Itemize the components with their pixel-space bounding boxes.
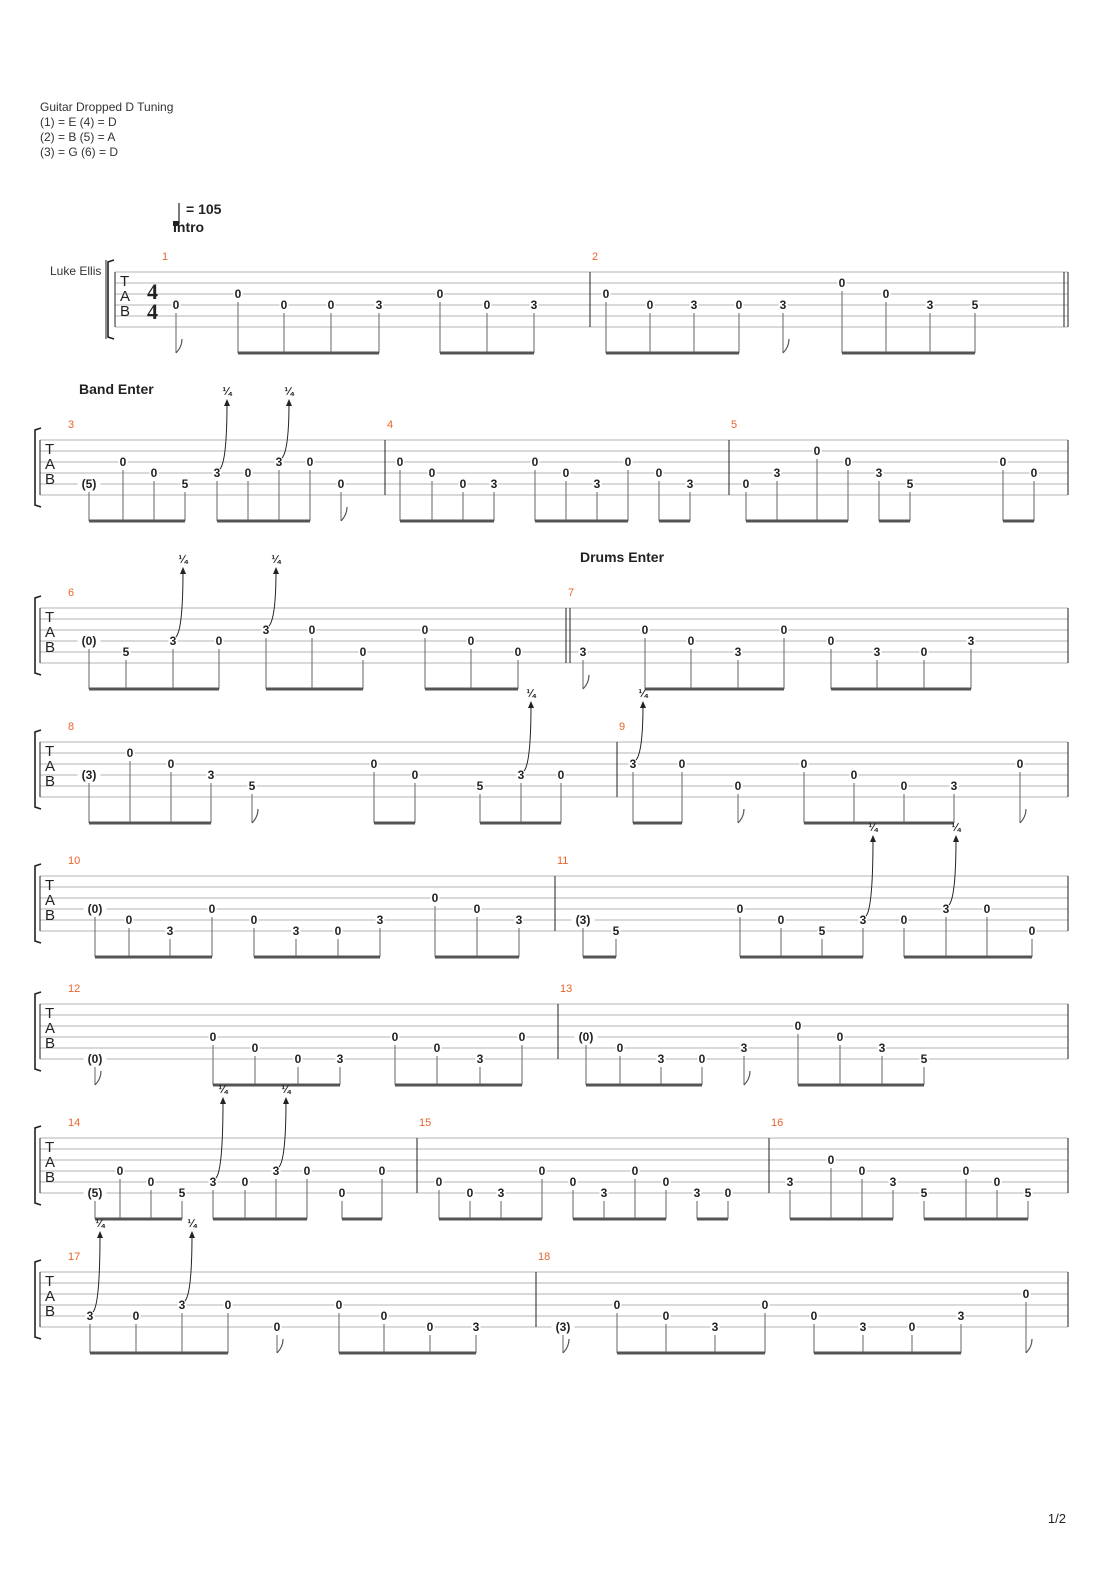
measure-number: 11 [557, 855, 569, 867]
fret-number: 5 [178, 1186, 186, 1200]
tab-clef-letter: T [45, 1139, 55, 1156]
fret-number: 0 [827, 634, 835, 648]
tab-clef-letter: A [45, 1154, 56, 1171]
tab-clef-letter: T [45, 877, 55, 894]
fret-number: 3 [693, 1186, 701, 1200]
bend-amount: ¼ [271, 554, 281, 566]
bend-arrow [220, 402, 227, 469]
fret-number: 0 [359, 645, 367, 659]
bend-amount: ¼ [526, 688, 536, 700]
note-flag [563, 1339, 569, 1353]
fret-number: 0 [208, 902, 216, 916]
fret-number: 0 [616, 1041, 624, 1055]
fret-number: 3 [262, 623, 270, 637]
fret-number: 0 [132, 1309, 140, 1323]
bend-arrow [949, 838, 956, 905]
tab-clef-letter: B [45, 907, 56, 924]
measure-number: 14 [68, 1117, 81, 1129]
fret-number: (5) [87, 1186, 103, 1200]
tab-clef-letter: A [45, 758, 56, 775]
fret-number: 3 [734, 645, 742, 659]
fret-number: 0 [250, 913, 258, 927]
bend-amount: ¼ [868, 822, 878, 834]
fret-number: 0 [126, 746, 134, 760]
tab-clef-letter: T [45, 1273, 55, 1290]
fret-number: 0 [1028, 924, 1036, 938]
note-flag [1020, 809, 1026, 823]
fret-number: 3 [213, 466, 221, 480]
fret-number: 3 [86, 1309, 94, 1323]
fret-number: 0 [391, 1030, 399, 1044]
fret-number: (3) [555, 1320, 571, 1334]
fret-number: 5 [248, 779, 256, 793]
fret-number: 0 [273, 1320, 281, 1334]
fret-number: 0 [687, 634, 695, 648]
bend-arrow-head [283, 1097, 289, 1104]
fret-number: (0) [87, 902, 103, 916]
measure-number: 2 [592, 251, 599, 263]
tab-clef-letter: T [120, 273, 130, 290]
bend-arrow [176, 570, 183, 637]
fret-number: 0 [999, 455, 1007, 469]
bend-arrow [185, 1234, 192, 1301]
measure-number: 3 [68, 419, 75, 431]
fret-number: 0 [116, 1164, 124, 1178]
fret-number: 0 [920, 645, 928, 659]
fret-number: 3 [178, 1298, 186, 1312]
bend-arrow-head [953, 835, 959, 842]
fret-number: 0 [306, 455, 314, 469]
fret-number: 0 [172, 298, 180, 312]
fret-number: 3 [629, 757, 637, 771]
fret-number: 5 [612, 924, 620, 938]
tab-system [35, 1218, 1068, 1353]
tab-clef-letter: B [45, 1169, 56, 1186]
fret-number: 3 [711, 1320, 719, 1334]
fret-number: 0 [800, 757, 808, 771]
fret-number: 3 [740, 1041, 748, 1055]
fret-number: 0 [698, 1052, 706, 1066]
fret-number: 3 [272, 1164, 280, 1178]
fret-number: 5 [971, 298, 979, 312]
note-flag [252, 809, 258, 823]
fret-number: 3 [967, 634, 975, 648]
fret-number: (3) [81, 768, 97, 782]
tab-system [106, 219, 1068, 353]
fret-number: 0 [724, 1186, 732, 1200]
fret-number: 0 [380, 1309, 388, 1323]
fret-number: 5 [122, 645, 130, 659]
measure-number: 5 [731, 419, 738, 431]
fret-number: 0 [557, 768, 565, 782]
fret-number: 3 [579, 645, 587, 659]
fret-number: 3 [593, 477, 601, 491]
tab-clef-letter: B [45, 773, 56, 790]
fret-number: 0 [735, 298, 743, 312]
note-flag [1026, 1339, 1032, 1353]
fret-number: 0 [150, 466, 158, 480]
fret-number: 0 [602, 287, 610, 301]
fret-number: 0 [473, 902, 481, 916]
fret-number: 0 [303, 1164, 311, 1178]
section-label: Intro [173, 219, 205, 235]
fret-number: 5 [920, 1186, 928, 1200]
fret-number: 0 [794, 1019, 802, 1033]
measure-number: 17 [68, 1251, 81, 1263]
fret-number: 0 [234, 287, 242, 301]
fret-number: 3 [957, 1309, 965, 1323]
fret-number: 0 [435, 1175, 443, 1189]
fret-number: 3 [690, 298, 698, 312]
measure-number: 9 [619, 721, 626, 733]
bend-arrow-head [189, 1231, 195, 1238]
fret-number: 0 [836, 1030, 844, 1044]
fret-number: 0 [562, 466, 570, 480]
fret-number: 3 [786, 1175, 794, 1189]
fret-number: 0 [736, 902, 744, 916]
bend-amount: ¼ [281, 1084, 291, 1096]
fret-number: 0 [983, 902, 991, 916]
fret-number: 0 [421, 623, 429, 637]
tab-clef-letter: A [45, 456, 56, 473]
fret-number: 0 [396, 455, 404, 469]
fret-number: 0 [838, 276, 846, 290]
bend-amount: ¼ [218, 1084, 228, 1096]
fret-number: 0 [327, 298, 335, 312]
fret-number: 3 [209, 1175, 217, 1189]
fret-number: 0 [678, 757, 686, 771]
bend-arrow [93, 1234, 100, 1312]
tab-system [35, 983, 1068, 1085]
fret-number: 0 [411, 768, 419, 782]
bend-amount: ¼ [187, 1218, 197, 1230]
fret-number: 0 [514, 645, 522, 659]
fret-number: 3 [878, 1041, 886, 1055]
fret-number: 5 [1024, 1186, 1032, 1200]
fret-number: 3 [686, 477, 694, 491]
fret-number: 0 [1022, 1287, 1030, 1301]
fret-number: 0 [850, 768, 858, 782]
fret-number: 3 [950, 779, 958, 793]
fret-number: 0 [378, 1164, 386, 1178]
fret-number: 5 [906, 477, 914, 491]
fret-number: 0 [119, 455, 127, 469]
fret-number: 0 [844, 455, 852, 469]
fret-number: 0 [215, 634, 223, 648]
fret-number: 0 [147, 1175, 155, 1189]
fret-number: 3 [517, 768, 525, 782]
fret-number: 0 [641, 623, 649, 637]
tab-clef-letter: T [45, 609, 55, 626]
measure-number: 10 [68, 855, 81, 867]
fret-number: 0 [662, 1309, 670, 1323]
fret-number: 0 [428, 466, 436, 480]
fret-number: (0) [578, 1030, 594, 1044]
measure-number: 13 [560, 983, 573, 995]
fret-number: 0 [900, 779, 908, 793]
fret-number: 0 [335, 1298, 343, 1312]
note-flag [783, 339, 789, 353]
fret-number: 3 [942, 902, 950, 916]
fret-number: 0 [241, 1175, 249, 1189]
tuning-line-2: (2) = B (5) = A [40, 130, 116, 144]
fret-number: 0 [655, 466, 663, 480]
fret-number: 3 [169, 634, 177, 648]
tuning-title: Guitar Dropped D Tuning [40, 100, 174, 114]
fret-number: 0 [459, 477, 467, 491]
tab-clef-letter: A [45, 892, 56, 909]
measure-number: 6 [68, 587, 75, 599]
fret-number: 0 [370, 757, 378, 771]
bend-arrow-head [220, 1097, 226, 1104]
bend-amount: ¼ [284, 386, 294, 398]
fret-number: 0 [662, 1175, 670, 1189]
measure-number: 12 [68, 983, 81, 995]
fret-number: 0 [777, 913, 785, 927]
note-flag [277, 1339, 283, 1353]
tab-clef-letter: A [120, 288, 131, 305]
tab-system [35, 381, 1068, 521]
tuning-line-3: (3) = G (6) = D [40, 145, 119, 159]
fret-number: 0 [1016, 757, 1024, 771]
fret-number: 0 [569, 1175, 577, 1189]
fret-number: 0 [1030, 466, 1038, 480]
bend-arrow-head [528, 701, 534, 708]
fret-number: 5 [476, 779, 484, 793]
bend-arrow [279, 1100, 286, 1167]
fret-number: 0 [646, 298, 654, 312]
fret-number: 0 [882, 287, 890, 301]
bend-arrow-head [97, 1231, 103, 1238]
fret-number: 3 [926, 298, 934, 312]
fret-number: 0 [426, 1320, 434, 1334]
fret-number: 0 [908, 1320, 916, 1334]
bend-arrow [636, 704, 643, 760]
note-flag [738, 809, 744, 823]
fret-number: 0 [631, 1164, 639, 1178]
tab-clef-letter: A [45, 624, 56, 641]
fret-number: 3 [875, 466, 883, 480]
fret-number: 3 [859, 913, 867, 927]
bend-arrow [866, 838, 873, 916]
fret-number: 0 [624, 455, 632, 469]
fret-number: 0 [518, 1030, 526, 1044]
fret-number: 0 [167, 757, 175, 771]
fret-number: 3 [515, 913, 523, 927]
fret-number: 3 [779, 298, 787, 312]
fret-number: (0) [81, 634, 97, 648]
fret-number: 3 [336, 1052, 344, 1066]
fret-number: 0 [761, 1298, 769, 1312]
fret-number: 3 [476, 1052, 484, 1066]
fret-number: 0 [962, 1164, 970, 1178]
fret-number: 0 [251, 1041, 259, 1055]
fret-number: 0 [431, 891, 439, 905]
fret-number: 0 [810, 1309, 818, 1323]
fret-number: 0 [813, 444, 821, 458]
bend-amount: ¼ [222, 386, 232, 398]
fret-number: 5 [920, 1052, 928, 1066]
fret-number: 3 [275, 455, 283, 469]
fret-number: 0 [780, 623, 788, 637]
fret-number: 3 [657, 1052, 665, 1066]
measure-number: 18 [538, 1251, 551, 1263]
fret-number: 3 [530, 298, 538, 312]
note-flag [744, 1071, 750, 1085]
tab-clef-letter: B [45, 1303, 56, 1320]
fret-number: 0 [531, 455, 539, 469]
measure-number: 8 [68, 721, 75, 733]
fret-number: 3 [873, 645, 881, 659]
fret-number: 3 [497, 1186, 505, 1200]
tab-clef-letter: A [45, 1020, 56, 1037]
fret-number: 0 [900, 913, 908, 927]
bend-amount: ¼ [178, 554, 188, 566]
fret-number: 3 [773, 466, 781, 480]
tab-system [35, 549, 1068, 689]
fret-number: 0 [338, 1186, 346, 1200]
fret-number: 0 [433, 1041, 441, 1055]
measure-number: 16 [771, 1117, 784, 1129]
tab-clef-letter: B [45, 471, 56, 488]
measure-number: 15 [419, 1117, 432, 1129]
bend-arrow-head [640, 701, 646, 708]
measure-number: 7 [568, 587, 575, 599]
bend-arrow [269, 570, 276, 626]
note-flag [176, 339, 182, 353]
bend-arrow-head [180, 567, 186, 574]
fret-number: 0 [613, 1298, 621, 1312]
fret-number: 0 [280, 298, 288, 312]
tab-clef-letter: T [45, 441, 55, 458]
fret-number: 3 [472, 1320, 480, 1334]
note-flag [341, 507, 347, 521]
fret-number: 0 [734, 779, 742, 793]
fret-number: 0 [483, 298, 491, 312]
tab-clef-letter: B [45, 639, 56, 656]
note-flag [583, 675, 589, 689]
fret-number: 3 [600, 1186, 608, 1200]
measure-number: 1 [162, 251, 169, 263]
tab-clef-letter: A [45, 1288, 56, 1305]
fret-number: 0 [466, 1186, 474, 1200]
bend-arrow [216, 1100, 223, 1178]
fret-number: 0 [827, 1153, 835, 1167]
fret-number: 0 [334, 924, 342, 938]
tab-clef-letter: B [45, 1035, 56, 1052]
tab-clef-letter: B [120, 303, 131, 320]
bend-arrow-head [224, 399, 230, 406]
bend-amount: ¼ [95, 1218, 105, 1230]
section-label: Band Enter [79, 381, 154, 397]
fret-number: 3 [375, 298, 383, 312]
fret-number: 3 [166, 924, 174, 938]
section-label: Drums Enter [580, 549, 665, 565]
bend-arrow [282, 402, 289, 458]
fret-number: (5) [81, 477, 97, 491]
tuning-line-1: (1) = E (4) = D [40, 115, 117, 129]
bend-amount: ¼ [638, 688, 648, 700]
fret-number: 0 [244, 466, 252, 480]
fret-number: 0 [294, 1052, 302, 1066]
fret-number: 3 [490, 477, 498, 491]
tempo-text: = 105 [186, 201, 222, 217]
note-flag [95, 1071, 101, 1085]
fret-number: 0 [467, 634, 475, 648]
tab-system [35, 822, 1068, 957]
fret-number: 0 [538, 1164, 546, 1178]
page-number: 1/2 [1047, 1511, 1066, 1526]
fret-number: 0 [858, 1164, 866, 1178]
fret-number: 3 [376, 913, 384, 927]
fret-number: 5 [818, 924, 826, 938]
instrument-name: Luke Ellis [50, 264, 102, 278]
fret-number: 3 [859, 1320, 867, 1334]
time-signature-bottom: 4 [147, 299, 158, 324]
bend-arrow-head [273, 567, 279, 574]
fret-number: 0 [125, 913, 133, 927]
fret-number: 0 [993, 1175, 1001, 1189]
fret-number: (0) [87, 1052, 103, 1066]
fret-number: 0 [308, 623, 316, 637]
fret-number: 0 [224, 1298, 232, 1312]
fret-number: (3) [575, 913, 591, 927]
bend-arrow-head [870, 835, 876, 842]
fret-number: 0 [742, 477, 750, 491]
time-signature-top: 4 [147, 279, 158, 304]
bend-amount: ¼ [951, 822, 961, 834]
bend-arrow-head [286, 399, 292, 406]
fret-number: 0 [337, 477, 345, 491]
tab-clef-letter: T [45, 1005, 55, 1022]
fret-number: 3 [889, 1175, 897, 1189]
fret-number: 3 [207, 768, 215, 782]
tab-clef-letter: T [45, 743, 55, 760]
fret-number: 0 [436, 287, 444, 301]
fret-number: 0 [209, 1030, 217, 1044]
fret-number: 5 [181, 477, 189, 491]
bend-arrow [524, 704, 531, 771]
system-bracket [108, 260, 114, 339]
tab-systems [35, 219, 1068, 1353]
tab-system [35, 688, 1068, 823]
fret-number: 3 [292, 924, 300, 938]
measure-number: 4 [387, 419, 394, 431]
tab-system [35, 1084, 1068, 1219]
